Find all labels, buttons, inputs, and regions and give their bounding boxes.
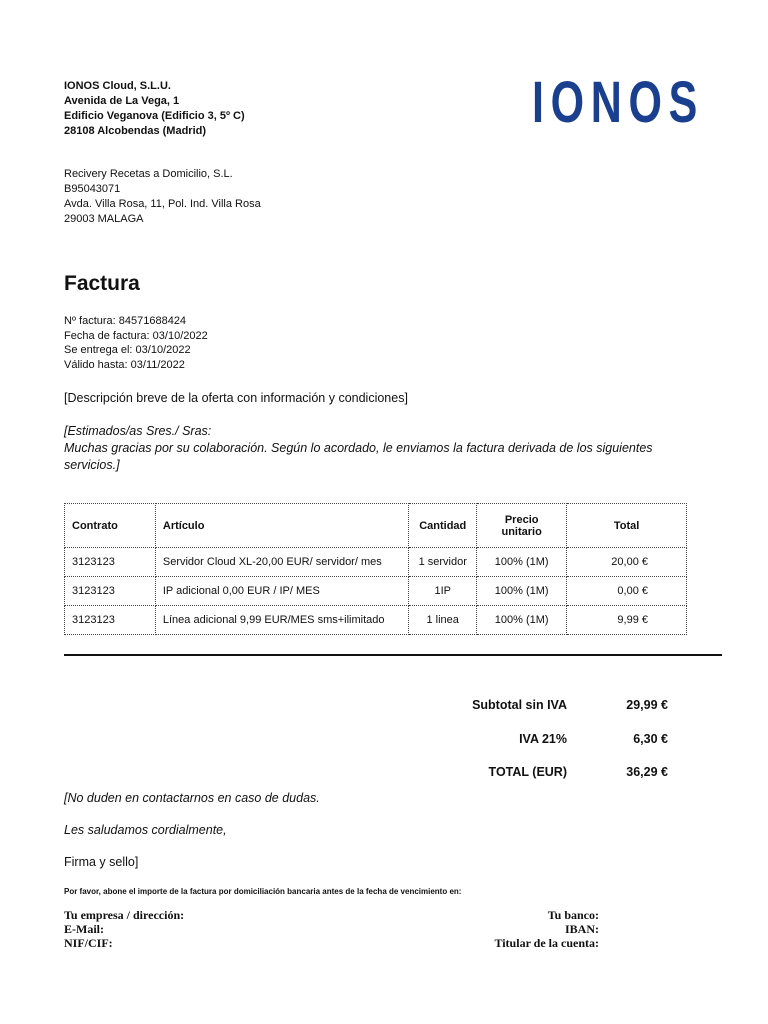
cell-total: 9,99 € [567,606,687,635]
cell-article: Línea adicional 9,99 EUR/MES sms+ilimitado [155,606,408,635]
recipient-street: Avda. Villa Rosa, 11, Pol. Ind. Villa Rosa [64,198,261,210]
invoice-date: Fecha de factura: 03/10/2022 [64,329,208,342]
cell-contract: 3123123 [65,548,156,577]
cell-total: 20,00 € [567,548,687,577]
footer-company: Tu empresa / dirección: [64,908,185,922]
footer-iban: IBAN: [564,922,599,936]
recipient-name: Recivery Recetas a Domicilio, S.L. [64,168,233,180]
header-article: Artículo [155,504,408,548]
recipient-city: 29003 MALAGA [64,213,144,225]
footer-holder: Titular de la cuenta: [494,936,599,950]
cell-quantity: 1IP [409,577,477,606]
sender-name: IONOS Cloud, S.L.U. [64,80,171,92]
subtotal-value: 29,99 € [626,698,668,712]
cell-total: 0,00 € [567,577,687,606]
footer-company-block [64,908,184,950]
footer-bank: Tu banco: [547,908,599,922]
total-value: 36,29 € [626,765,668,779]
invoice-valid-until: Válido hasta: 03/11/2022 [64,358,185,371]
recipient-address [64,167,261,227]
subtotal-label: Subtotal sin IVA [472,698,567,712]
sender-city: 28108 Alcobendas (Madrid) [64,125,207,137]
header-unit-price: Precio unitario [477,504,567,548]
cell-quantity: 1 servidor [409,548,477,577]
divider-line [64,654,722,656]
footer-email: E-Mail: [64,922,104,936]
intro-body: Muchas gracias por su colaboración. Según lo acordado, le enviamos la factura derivada de los siguientes servicios.] [64,441,653,472]
table-row [65,577,687,606]
invoice-number: Nº factura: 84571688424 [64,315,187,327]
cell-quantity: 1 linea [409,606,477,635]
cell-article: Servidor Cloud XL-20,00 EUR/ servidor/ mes [155,548,408,577]
header-contract: Contrato [65,504,156,548]
ionos-logo [530,70,706,135]
invoice-meta [64,314,208,372]
vat-value: 6,30 € [633,732,668,746]
sender-street: Avenida de La Vega, 1 [64,95,180,107]
footer-nif: NIF/CIF: [64,936,113,950]
table-row [65,548,687,577]
cell-contract: 3123123 [65,577,156,606]
header-total: Total [567,504,687,548]
cell-contract: 3123123 [65,606,156,635]
recipient-tax-id: B95043071 [64,183,121,195]
invoice-delivery-date: Se entrega el: 03/10/2022 [64,344,191,356]
sender-building: Edificio Veganova (Edificio 3, 5º C) [64,110,245,122]
cell-unit-price: 100% (1M) [477,606,567,635]
cell-unit-price: 100% (1M) [477,577,567,606]
invoice-items-table [64,503,687,635]
total-label: TOTAL (EUR) [488,765,567,779]
invoice-title: Factura [64,272,140,295]
vat-label: IVA 21% [519,732,567,746]
sender-address [64,79,245,139]
footer-bank-block [420,908,599,950]
signature-text: Firma y sello] [64,855,139,869]
regards-text: Les saludamos cordialmente, [64,823,227,837]
header-quantity: Cantidad [409,504,477,548]
payment-note: Por favor, abone el importe de la factura por domiciliación bancaria antes de la fecha de vencimiento en: [64,887,462,896]
cell-unit-price: 100% (1M) [477,548,567,577]
svg-text:IONOS: IONOS [532,70,704,135]
contact-text: [No duden en contactarnos en caso de dudas. [64,791,320,805]
table-header-row [65,504,687,548]
offer-description: [Descripción breve de la oferta con información y condiciones] [64,391,408,405]
intro-text [64,423,704,474]
intro-greeting: [Estimados/as Sres./ Sras: [64,424,212,438]
table-row [65,606,687,635]
cell-article: IP adicional 0,00 EUR / IP/ MES [155,577,408,606]
